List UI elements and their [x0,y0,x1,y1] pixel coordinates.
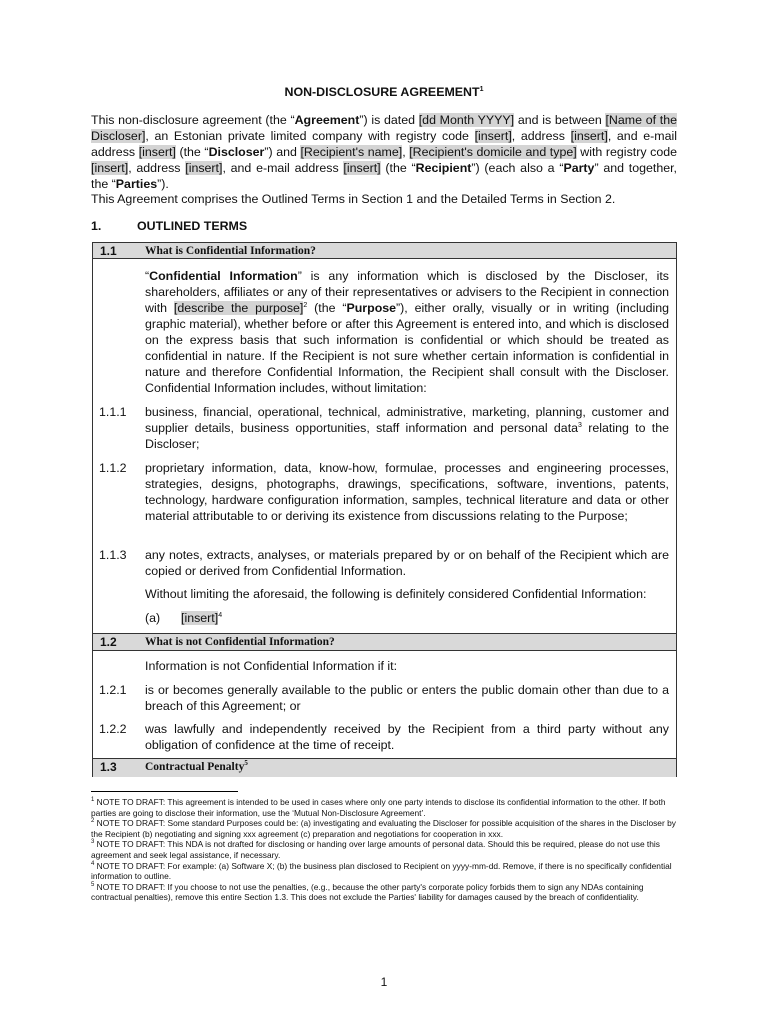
not-confidential-intro: Information is not Confidential Information if it: [145,659,398,673]
document-title: NON-DISCLOSURE AGREEMENT$^1$ [284,85,484,99]
footnote: $^4$ NOTE TO DRAFT: For example: (a) Software X; (b) the business plan disclosed to Recipient on yyyy-mm-dd. Remove, if there is no specifically confidential information to outline. [91,860,672,882]
insert-placeholder: [insert] [474,129,512,143]
footnote-separator [91,791,238,792]
footnote: $^2$ NOTE TO DRAFT: Some standard Purposes could be: (a) investigating and evaluating the Discloser for possible acquisition of the shares in the Discloser by the Recipient (b) negotiating and signing xxx agreement (c) preparation and negotiations for cooperation in xxx. [91,818,676,839]
row-header-1-3: 1.3 Contractual Penalty$^5$ [93,758,676,777]
insert-placeholder: [insert] [185,161,223,175]
insert-placeholder: [insert] [91,161,129,175]
intro-paragraph: This non-disclosure agreement (the “Agreement”) is dated [dd Month YYYY] and is between [Name of the Discloser], an Estonian private limited company with registry code [insert], address [insert], and e-mail address [insert] (the “Discloser”) and [Recipient's name], [Recipient's domicile and type] with registry code [insert], address [insert], and e-mail address [insert] (the “Recipient”) (each also a “Party” and together, the “Parties”). [91,113,678,191]
footnotes [91,797,677,903]
date-placeholder: [dd Month YYYY] [418,113,515,127]
without-limiting-text: Without limiting the aforesaid, the following is definitely considered Confidential Information: [145,587,647,601]
confidential-information-definition: “Confidential Information” is any information which is disclosed by the Discloser, its shareholders, affiliates or any of their representatives or advisers to the Recipient in connection with [describe the purpose]$^2$ (the “Purpose”), either orally, visually or in writing (including graphic material), whether before or after this Agreement is entered into, and which is disclosed on the express basis that such information is confidential or which should be treated as confidential in nature. If the Recipient is not sure whether certain information is confidential in nature and therefore Confidential Information, the Recipient shall consult with the Discloser. Confidential Information includes, without limitation: [145,269,670,395]
row-header-1-1: 1.1 What is Confidential Information? [93,243,676,259]
footnote-ref: 1 [479,85,484,93]
comprises-paragraph: This Agreement comprises the Outlined Terms in Section 1 and the Detailed Terms in Section 2. [91,192,616,206]
footnote: $^5$ NOTE TO DRAFT: If you choose to not use the penalties, (e.g., because the other party's corporate policy forbids them to sign any NDAs containing contractual penalties), remove this entire Section 1.3. This does not exclude the Parties' liability for damages caused by the breach of confidentiality. [91,881,644,903]
page-number: 1 [380,975,388,989]
section-heading: 1. OUTLINED TERMS [91,219,248,233]
footnote: $^3$ NOTE TO DRAFT: This NDA is not drafted for disclosing or handing over large amounts of personal data. Should this be required, please do not use this agreement and seek legal assistance, if necessary. [91,839,660,860]
recipient-domicile-placeholder: [Recipient's domicile and type] [409,145,577,159]
purpose-placeholder: [describe the purpose] [173,301,304,315]
discloser-name-placeholder: [Name of the Discloser] [91,113,677,143]
row-header-1-2: 1.2 What is not Confidential Information? [93,633,676,651]
insert-placeholder: [insert] [570,129,608,143]
insert-placeholder: [insert] [181,611,219,625]
footnote: $^1$ NOTE TO DRAFT: This agreement is intended to be used in cases where only one party intends to disclose its confidential information to the other. If both parties are going to disclose their information, use the ‘Mutual Non-Disclosure Agreement’. [91,797,666,818]
clause-a: (a) [insert]$^4$ [145,611,223,625]
outlined-terms-table: 1.1 What is Confidential Information? “Confidential Information” is any information which is disclosed by the Discloser, its shareholders, affiliates or any of their representatives or advisers to the Recipient in connection with [describe the purpose]$^2$ (the “Purpose”), either orally, visually or in writing (including graphic material), whether before or after this Agreement is entered into, and which is disclosed on the express basis that such information is confidential or which should be treated as confidential in nature. If the Recipient is not sure whether certain information is confidential in nature and therefore Confidential Information, the Recipient shall consult with the Discloser. Confidential Information includes, without limitation: 1.1.1 business, financial, operational, technical, administrative, marketing, planning, customer and supplier details, business opportunities, staff information and personal data$^3$ relating to the Discloser; 1.1.2 proprietary information, data, know-how, formulae, processes and engineering processes, strategies, designs, photographs, drawings, specifications, software, inventions, patents, technology, hardware configuration information, samples, technical literature and data or other material attributable to or deriving its existence from discussions relating to the Purpose; 1.1.3 any notes, extracts, analyses, or materials prepared by or on behalf of the Recipient which are copied or derived from Confidential Information. Without limiting the aforesaid, the following is definitely considered Confidential Information: (a) [insert]$^4$ 1.2 What is not Confidential Information? Information is not Confidential Information if it: 1.2.1 is or becomes generally available to the public or enters the public domain other than due to a breach of this Agreement; or 1.2.2 was lawfully and independently received by the Recipient from a third party without any obligation of confidence at the time of receipt. 1.3 Contractual Penalty$^5$ [92,242,677,777]
recipient-name-placeholder: [Recipient's name] [300,145,403,159]
insert-placeholder: [insert] [343,161,381,175]
insert-placeholder: [insert] [138,145,176,159]
